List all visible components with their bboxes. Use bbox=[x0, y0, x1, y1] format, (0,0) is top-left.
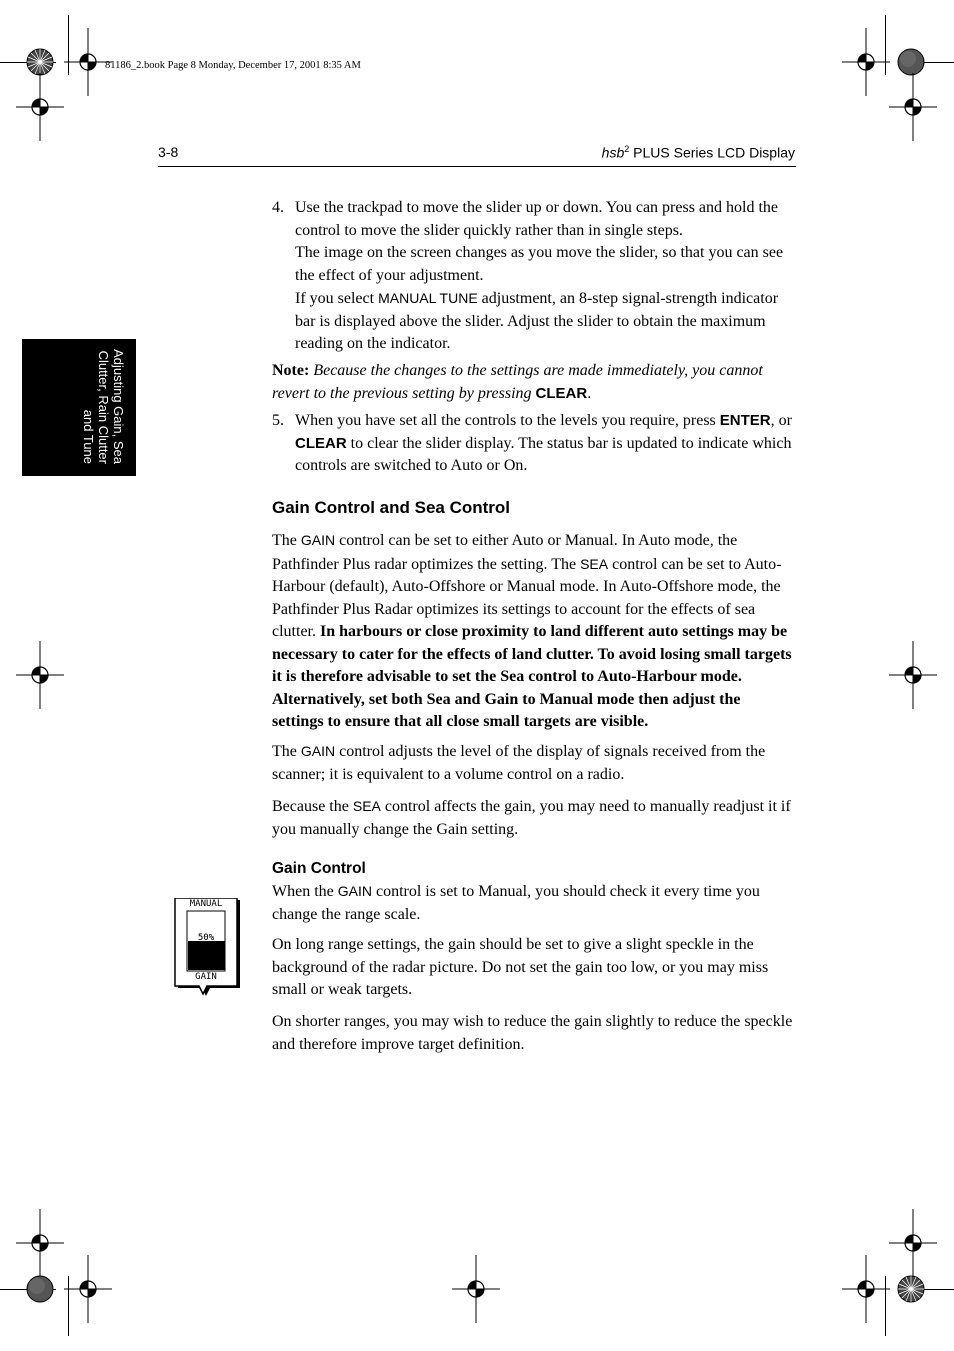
chapter-side-tab bbox=[22, 339, 136, 476]
section1-paragraph-3: Because the SEA control affects the gain, you may need to manually readjust it if you manually change the Gain setting. bbox=[272, 798, 791, 838]
print-slug: 81186_2.book Page 8 Monday, December 17, 2001 8:35 AM bbox=[105, 60, 361, 71]
section1-paragraph-1: The GAIN control can be set to either Auto or Manual. In Auto mode, the Pathfinder Plus radar optimizes the setting. The SEA control can be set to Auto-Harbour (default), Auto-Offshore or Manual mode. In Auto-Offshore mode, the Pathfinder Plus Radar optimizes its settings to account for the effects of sea clutter. In harbours or close proximity to land different auto settings may be necessary to cater for the effects of land clutter. To avoid losing small targets it is therefore advisable to set the Sea control to Auto-Harbour mode. Alternatively, set both Sea and Gain to Manual mode then adjust the settings to ensure that all close small targets are visible. bbox=[272, 532, 792, 730]
slider-top-label: MANUAL bbox=[189, 899, 223, 909]
section2-paragraph-1: When the GAIN control is set to Manual, you should check it every time you change the range scale. bbox=[272, 883, 760, 923]
step-number: 5. bbox=[272, 412, 284, 429]
subsection-heading: Gain Control bbox=[272, 860, 366, 877]
gain-slider-illustration bbox=[174, 898, 242, 1000]
step-4-body: Use the trackpad to move the slider up or down. You can press and hold the control to move the slider quickly rather than in single steps. The image on the screen changes as you move the slider, so that you can see the effect of your adjustment. If you select MANUAL TUNE adjustment, an 8-step signal-strength indicator bar is displayed above the slider. Adjust the slider to obtain the maximum reading on the indicator. bbox=[295, 199, 784, 352]
header-rule bbox=[158, 166, 796, 167]
note-paragraph: Note: Because the changes to the settings are made immediately, you cannot revert to the previous setting by pressing CLEAR. bbox=[272, 362, 763, 402]
section-heading: Gain Control and Sea Control bbox=[272, 498, 511, 517]
section2-paragraph-3: On shorter ranges, you may wish to reduce the gain slightly to reduce the speckle and therefore improve target definition. bbox=[272, 1013, 793, 1053]
section2-paragraph-2: On long range settings, the gain should be set to give a slight speckle in the background of the radar picture. Do not set the gain too low, or you may miss small or weak targets. bbox=[272, 936, 769, 998]
section1-paragraph-2: The GAIN control adjusts the level of the display of signals received from the scanner; it is equivalent to a volume control on a radio. bbox=[272, 743, 766, 783]
side-tab-label: Adjusting Gain, Sea Clutter, Rain Clutter and Tune bbox=[81, 349, 126, 464]
page-number: 3-8 bbox=[158, 144, 179, 160]
running-title: hsb$^2$ PLUS Series LCD Display bbox=[601, 144, 795, 161]
step-5-body: When you have set all the controls to the levels you require, press ENTER, or CLEAR to clear the slider display. The status bar is updated to indicate which controls are switched to Auto or On. bbox=[295, 412, 792, 474]
slider-value: 50% bbox=[197, 933, 215, 943]
slider-level-fill bbox=[188, 941, 225, 970]
slider-bottom-label: GAIN bbox=[195, 972, 217, 982]
step-number: 4. bbox=[272, 199, 284, 216]
